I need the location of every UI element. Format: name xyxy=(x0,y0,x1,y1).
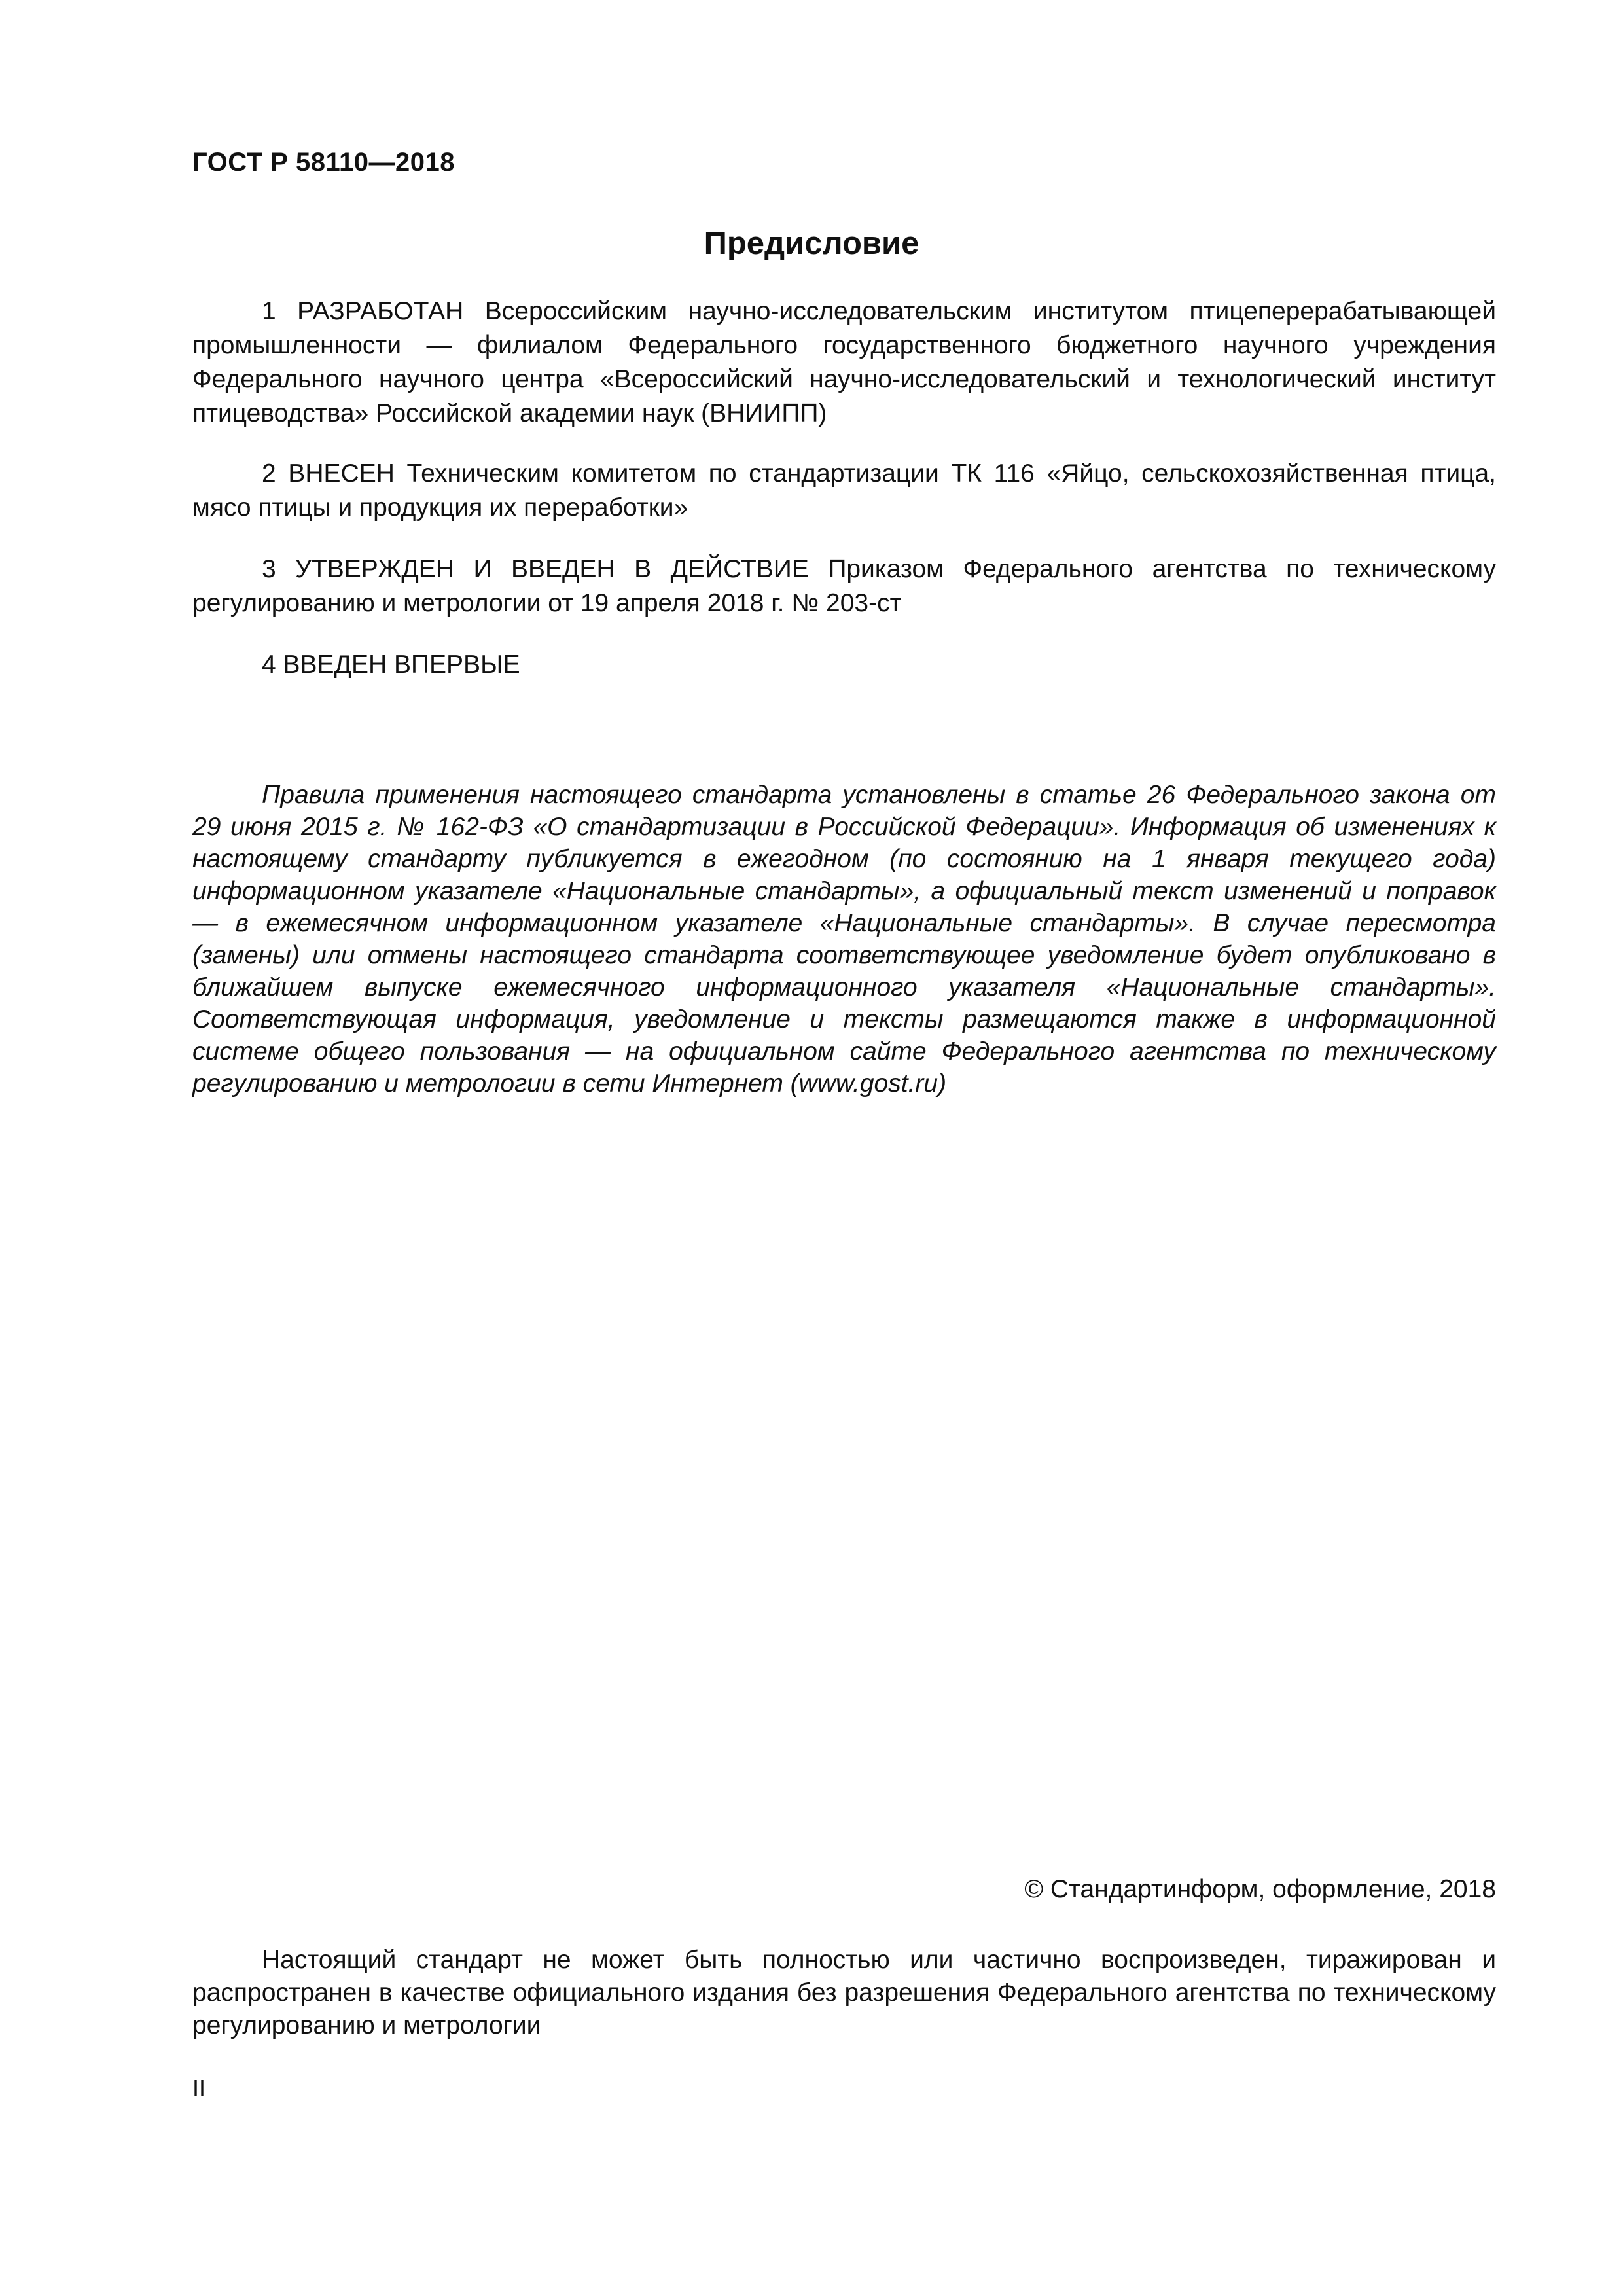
reproduction-notice: Настоящий стандарт не может быть полностью или частично воспроизведен, тиражирован и распространен в качестве официального издания без разрешения Федерального агентства по техническому регулированию и метрологии xyxy=(192,1946,1496,2039)
preface-item-submitted: 2 ВНЕСЕН Техническим комитетом по стандартизации ТК 116 «Яйцо, сельскохозяйственная птица, мясо птицы и продукция их переработки» xyxy=(192,459,1496,522)
preface-item-developed: 1 РАЗРАБОТАН Всероссийским научно-исследовательским институтом птицеперерабатывающей промышленности — филиалом Федерального государственного бюджетного научного учреждения Федерального научного центра «Всероссийский научно-исследовательский и технологический институт птицеводства» Российской академии наук (ВНИИПП) xyxy=(192,297,1496,427)
copyright-line: © Стандартинформ, оформление, 2018 xyxy=(1024,1875,1496,1903)
preface-item-introduced: 4 ВВЕДЕН ВПЕРВЫЕ xyxy=(262,651,520,679)
preface-item-approved: 3 УТВЕРЖДЕН И ВВЕДЕН В ДЕЙСТВИЕ Приказом Федерального агентства по техническому регулированию и метрологии от 19 апреля 2018 г. № 203-ст xyxy=(192,555,1496,617)
page-number: II xyxy=(192,2075,206,2102)
page-title: Предисловие xyxy=(704,226,919,261)
application-rules-notice: Правила применения настоящего стандарта установлены в статье 26 Федерального закона от 29 июня 2015 г. № 162-ФЗ «О стандартизации в Российской Федерации». Информация об изменениях к настоящему стандарту публикуется в ежегодном (по состоянию на 1 января текущего года) информационном указателе «Национальные стандарты», а официальный текст изменений и поправок — в ежемесячном информационном указателе «Национальные стандарты». В случае пересмотра (замены) или отмены настоящего стандарта соответствующее уведомление будет опубликовано в ближайшем выпуске ежемесячного информационного указателя «Национальные стандарты». Соответствующая информация, уведомление и тексты размещаются также в информационной системе общего пользования — на официальном сайте Федерального агентства по техническому регулированию и метрологии в сети Интернет (www.gost.ru) xyxy=(192,781,1496,1098)
document-code: ГОСТ Р 58110—2018 xyxy=(192,148,455,177)
